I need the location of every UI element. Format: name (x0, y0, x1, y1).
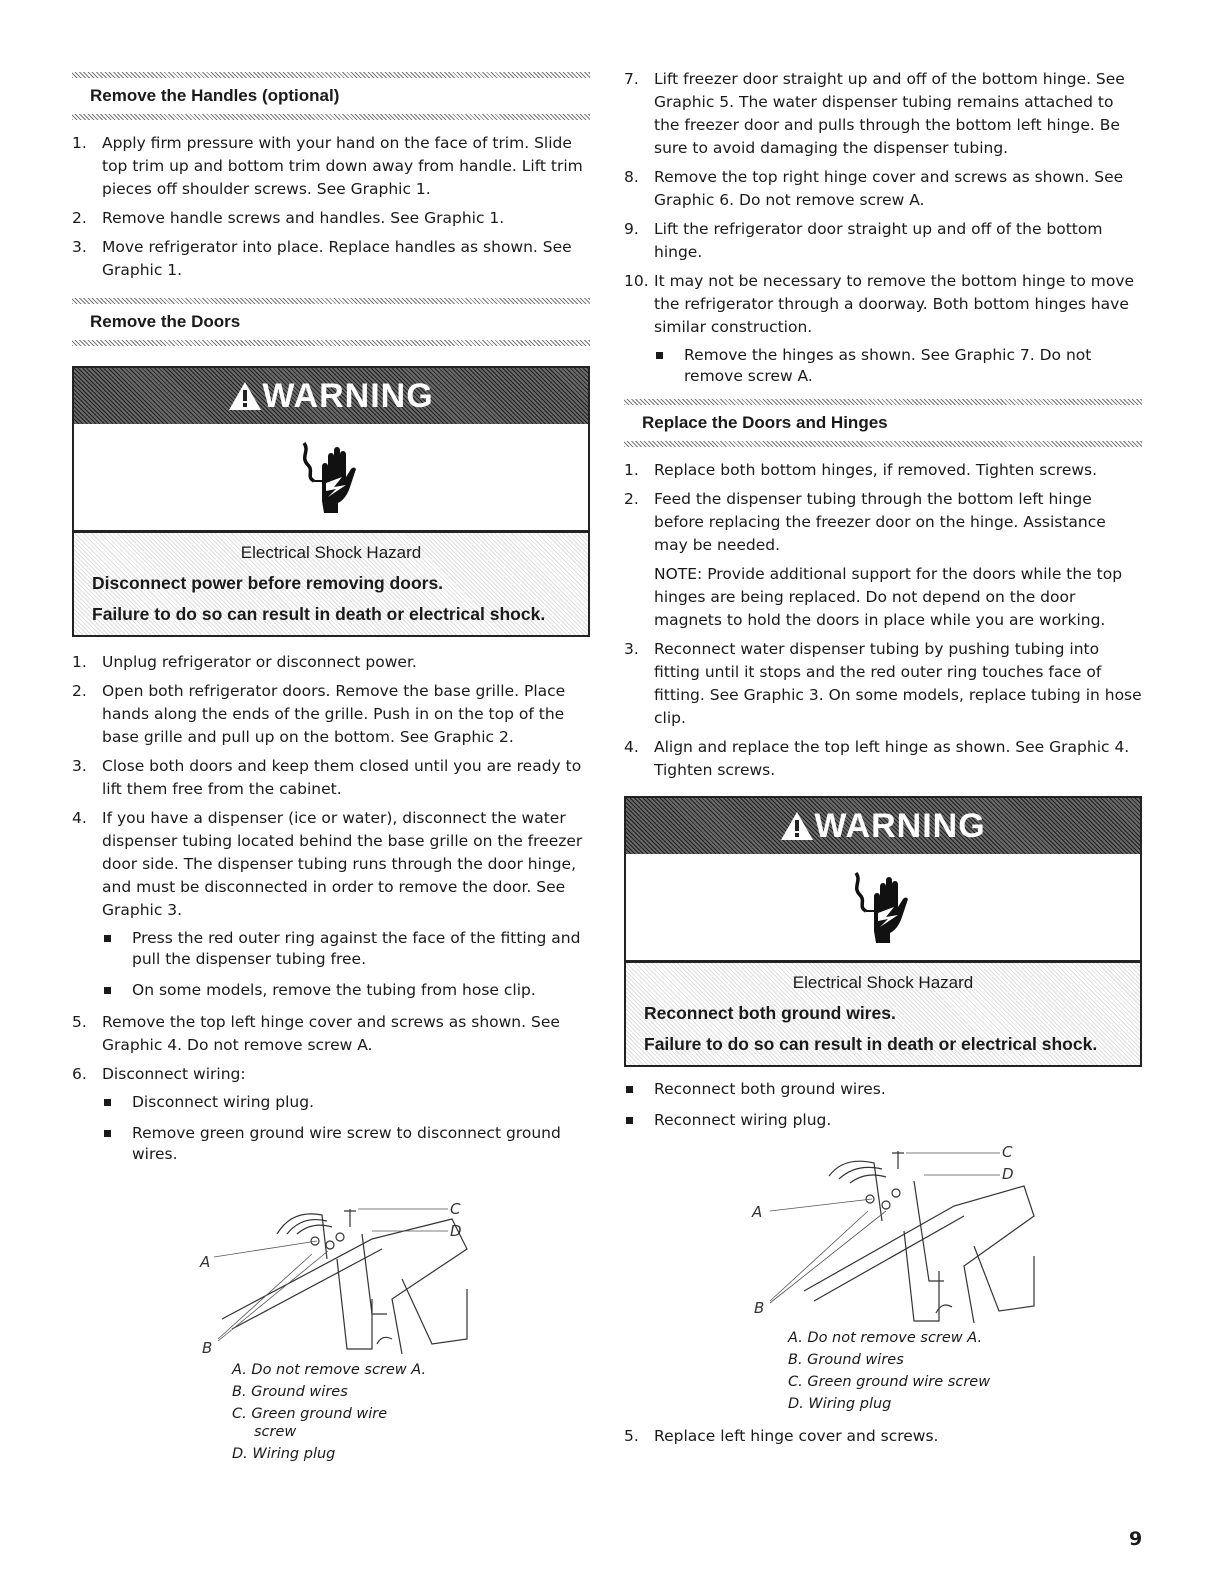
hinge-wiring-figure (624, 1141, 1142, 1327)
bullet-item: Press the red outer ring against the face of the fitting and pull the dispenser tubing free. (102, 928, 590, 970)
warning-body: Electrical Shock Hazard Reconnect both ground wires. Failure to do so can result in death or electrical shock. (626, 963, 1140, 1065)
bullet-list (102, 1092, 590, 1165)
section-title-replace-doors: Replace the Doors and Hinges (642, 413, 888, 432)
left-column (72, 0, 590, 1465)
bullet-item: Remove the hinges as shown. See Graphic 7. Do not remove screw A. (654, 345, 1142, 387)
hinge-illustration (72, 1179, 590, 1359)
note: NOTE: Provide additional support for the doors while the top hinges are being replaced. Do not depend on the door magnets to hold the doors in place while you are working. (654, 565, 1123, 629)
list-item: 2. Feed the dispenser tubing through the bottom left hinge before replacing the freezer door on the hinge. Assistance may be needed. NOTE: Provide additional support for the doors while the top hinges are being replaced. Do not depend on the door magnets to hold the doors in place while you are working. (624, 488, 1142, 632)
warning-body: Electrical Shock Hazard Disconnect power before removing doors. Failure to do so can result in death or electrical shock. (74, 533, 588, 635)
bullet-item: Reconnect both ground wires. (624, 1079, 1142, 1100)
warning-box (624, 796, 1142, 1067)
list-item: 5. Replace left hinge cover and screws. (624, 1427, 939, 1445)
list-item: 2. Open both refrigerator doors. Remove the base grille. Place hands along the ends of the grille. Push in on the top of the base grille and pull up on the bottom. See Graphic 2. (72, 682, 566, 746)
list-item: 2. Remove handle screws and handles. See Graphic 1. (72, 209, 505, 227)
list-item: 4. Align and replace the top left hinge as shown. See Graphic 4. Tighten screws. (624, 738, 1130, 779)
label-c: C (1002, 1143, 1013, 1161)
section-divider (624, 441, 1142, 447)
alert-triangle-icon (780, 811, 814, 841)
shock-hazard-icon (626, 854, 1140, 963)
handles-steps (72, 132, 590, 282)
list-item: 3. Reconnect water dispenser tubing by pushing tubing into fitting until it stops and the red outer ring touches face of fitting. See Graphic 3. On some models, replace tubing in hose clip. (624, 640, 1142, 727)
page-number: 9 (1129, 1528, 1143, 1550)
list-item: 9. Lift the refrigerator door straight up and off of the bottom hinge. (624, 220, 1103, 261)
label-b: B (202, 1339, 213, 1357)
figure-captions: A. Do not remove screw A. B. Ground wires C. Green ground wire screw D. Wiring plug (232, 1362, 427, 1462)
bullet-item: Disconnect wiring plug. (102, 1092, 590, 1113)
remove-doors-steps (72, 651, 590, 1165)
section-title-remove-handles: Remove the Handles (optional) (90, 86, 340, 105)
section-title-remove-doors: Remove the Doors (90, 312, 241, 331)
right-column (624, 0, 1142, 1454)
list-item: 1. Replace both bottom hinges, if removed. Tighten screws. (624, 461, 1098, 479)
list-item: 4. If you have a dispenser (ice or water), disconnect the water dispenser tubing located behind the base grille on the freezer door side. The dispenser tubing runs through the door hinge, and must be disconnected in order to remove the door. See Graphic 3. Press the red outer ring against the face of the fitting and pull the dispenser tubing free. On some models, remove the tubing from hose clip. (72, 807, 590, 1001)
remove-doors-steps-continued (624, 68, 1142, 387)
figure-captions: A. Do not remove screw A. B. Ground wires C. Green ground wire screw D. Wiring plug (788, 1330, 991, 1412)
warning-header: WARNING (74, 368, 588, 424)
hinge-wiring-figure (72, 1179, 590, 1359)
shock-hazard-icon (74, 424, 588, 533)
list-item: 1. Apply firm pressure with your hand on the face of trim. Slide top trim up and bottom trim down away from handle. Lift trim pieces off shoulder screws. See Graphic 1. (72, 134, 583, 198)
list-item: 6. Disconnect wiring: Disconnect wiring plug. Remove green ground wire screw to disconnect ground wires. (72, 1063, 590, 1165)
replace-final-step (624, 1425, 1142, 1448)
list-item: 7. Lift freezer door straight up and off of the bottom hinge. See Graphic 5. The water dispenser tubing remains attached to the freezer door and pulls through the bottom left hinge. Be sure to avoid damaging the dispenser tubing. (624, 70, 1125, 157)
bullet-item: On some models, remove the tubing from hose clip. (102, 980, 590, 1001)
list-item: 3. Close both doors and keep them closed until you are ready to lift them free from the cabinet. (72, 757, 582, 798)
warning-header: WARNING (626, 798, 1140, 854)
replace-steps (624, 459, 1142, 782)
hinge-illustration (624, 1141, 1142, 1327)
list-item: 1. Unplug refrigerator or disconnect power. (72, 653, 417, 671)
label-d: D (1002, 1165, 1014, 1183)
label-a: A (752, 1203, 763, 1221)
section-divider (72, 340, 590, 346)
section-divider (72, 114, 590, 120)
alert-triangle-icon (228, 381, 262, 411)
bullet-list (654, 345, 1142, 387)
bullet-item: Reconnect wiring plug. (624, 1110, 1142, 1131)
bullet-list (102, 928, 590, 1001)
label-c: C (450, 1200, 461, 1218)
label-b: B (754, 1299, 765, 1317)
list-item: 10. It may not be necessary to remove the bottom hinge to move the refrigerator through a doorway. Both bottom hinges have similar construction. Remove the hinges as shown. See Graphic 7. Do not remove screw A. (624, 270, 1142, 387)
label-a: A (200, 1253, 211, 1271)
label-d: D (450, 1222, 462, 1240)
reconnect-bullets (624, 1079, 1142, 1131)
list-item: 8. Remove the top right hinge cover and screws as shown. See Graphic 6. Do not remove screw A. (624, 168, 1124, 209)
list-item: 3. Move refrigerator into place. Replace handles as shown. See Graphic 1. (72, 238, 572, 279)
list-item: 5. Remove the top left hinge cover and screws as shown. See Graphic 4. Do not remove screw A. (72, 1013, 560, 1054)
warning-box (72, 366, 590, 637)
bullet-item: Remove green ground wire screw to disconnect ground wires. (102, 1123, 590, 1165)
